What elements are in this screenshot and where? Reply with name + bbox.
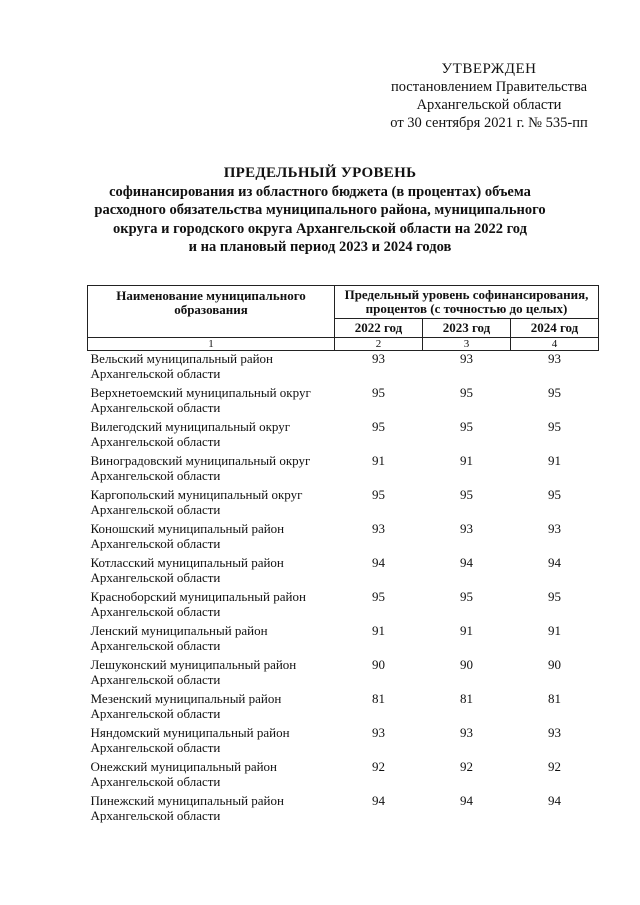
approval-line-3: от 30 сентября 2021 г. № 535-пп [390, 115, 588, 131]
municipality-name [88, 555, 335, 589]
cofinancing-value-2024: 95 [547, 419, 561, 434]
cofinancing-value-2022: 93 [371, 351, 385, 366]
municipality-name-line-1: Котласский муниципальный район [90, 555, 284, 570]
title-line-3: округа и городского округа Архангельской области на 2022 год [113, 220, 527, 237]
municipality-name-line-1: Лешуконский муниципальный район [90, 657, 297, 672]
cofinancing-table [87, 285, 599, 827]
cofinancing-value-2022: 90 [371, 657, 385, 672]
municipality-name-line-1: Красноборский муниципальный район [90, 589, 306, 604]
cofinancing-value-2024: 95 [547, 385, 561, 400]
table-row [88, 453, 599, 487]
title-line-4: и на плановый период 2023 и 2024 годов [188, 239, 452, 255]
table-row [88, 521, 599, 555]
municipality-name [88, 589, 335, 623]
cofinancing-value-2024: 93 [547, 351, 561, 366]
column-header-name: Наименование муниципального образования [88, 286, 335, 338]
municipality-name-line-1: Вилегодский муниципальный округ [90, 419, 291, 434]
cofinancing-value-2023: 81 [459, 691, 473, 706]
cofinancing-value-2023: 93 [459, 725, 473, 740]
document-title [60, 164, 580, 257]
title-main: ПРЕДЕЛЬНЫЙ УРОВЕНЬ [223, 165, 417, 181]
municipality-name [88, 759, 335, 793]
municipality-name-line-2: Архангельской области [90, 400, 221, 415]
table-row [88, 385, 599, 419]
municipality-name-line-1: Ленский муниципальный район [90, 623, 268, 638]
cofinancing-value-2022: 93 [371, 521, 385, 536]
cofinancing-value-2024: 93 [547, 521, 561, 536]
table-row [88, 759, 599, 793]
municipality-name [88, 623, 335, 657]
cofinancing-value-2022: 95 [371, 589, 385, 604]
municipality-name-line-2: Архангельской области [90, 774, 221, 789]
municipality-name-line-2: Архангельской области [90, 536, 221, 551]
cofinancing-value-2024: 93 [547, 725, 561, 740]
table-body [88, 351, 599, 828]
municipality-name-line-1: Няндомский муниципальный район [90, 725, 290, 740]
municipality-name [88, 793, 335, 827]
municipality-name-line-1: Верхнетоемский муниципальный округ [90, 385, 311, 400]
column-header-year: 2023 год [422, 319, 510, 338]
municipality-name-line-2: Архангельской области [90, 366, 221, 381]
cofinancing-value-2022: 91 [371, 623, 385, 638]
municipality-name-line-1: Мезенский муниципальный район [90, 691, 282, 706]
municipality-name-line-1: Коношский муниципальный район [90, 521, 285, 536]
municipality-name-line-1: Онежский муниципальный район [90, 759, 278, 774]
cofinancing-value-2024: 91 [547, 453, 561, 468]
municipality-name-line-2: Архангельской области [90, 672, 221, 687]
cofinancing-value-2022: 93 [371, 725, 385, 740]
cofinancing-value-2023: 94 [459, 793, 473, 808]
table-row [88, 351, 599, 386]
municipality-name-line-2: Архангельской области [90, 808, 221, 823]
municipality-name-line-1: Вельский муниципальный район [90, 351, 274, 366]
cofinancing-value-2024: 94 [547, 793, 561, 808]
municipality-name [88, 385, 335, 419]
municipality-name-line-2: Архангельской области [90, 706, 221, 721]
cofinancing-value-2022: 94 [371, 793, 385, 808]
municipality-name [88, 691, 335, 725]
cofinancing-value-2024: 95 [547, 589, 561, 604]
column-number: 1 [88, 338, 335, 351]
column-header-year: 2024 год [510, 319, 598, 338]
cofinancing-value-2023: 95 [459, 385, 473, 400]
cofinancing-value-2024: 94 [547, 555, 561, 570]
table-row [88, 657, 599, 691]
municipality-name-line-2: Архангельской области [90, 468, 221, 483]
cofinancing-value-2024: 91 [547, 623, 561, 638]
municipality-name [88, 453, 335, 487]
cofinancing-value-2023: 95 [459, 589, 473, 604]
column-number: 3 [422, 338, 510, 351]
cofinancing-value-2022: 94 [371, 555, 385, 570]
table-row [88, 623, 599, 657]
cofinancing-value-2023: 92 [459, 759, 473, 774]
approval-stamp: УТВЕРЖДЕН [441, 61, 537, 77]
municipality-name-line-1: Виноградовский муниципальный округ [90, 453, 311, 468]
municipality-name [88, 419, 335, 453]
municipality-name-line-2: Архангельской области [90, 604, 221, 619]
municipality-name-line-1: Каргопольский муниципальный округ [90, 487, 303, 502]
cofinancing-value-2023: 90 [459, 657, 473, 672]
cofinancing-value-2024: 90 [547, 657, 561, 672]
cofinancing-value-2023: 91 [459, 623, 473, 638]
municipality-name [88, 487, 335, 521]
municipality-name [88, 657, 335, 691]
cofinancing-value-2023: 94 [459, 555, 473, 570]
table-row [88, 555, 599, 589]
municipality-name-line-2: Архангельской области [90, 434, 221, 449]
cofinancing-value-2024: 81 [547, 691, 561, 706]
cofinancing-value-2024: 92 [547, 759, 561, 774]
approval-block [378, 60, 600, 132]
table-row [88, 487, 599, 521]
cofinancing-value-2022: 91 [371, 453, 385, 468]
column-number: 2 [335, 338, 423, 351]
municipality-name [88, 521, 335, 555]
cofinancing-value-2023: 93 [459, 521, 473, 536]
table-row [88, 589, 599, 623]
table-row [88, 691, 599, 725]
cofinancing-value-2023: 91 [459, 453, 473, 468]
cofinancing-value-2022: 92 [371, 759, 385, 774]
cofinancing-value-2022: 81 [371, 691, 385, 706]
cofinancing-value-2022: 95 [371, 419, 385, 434]
municipality-name [88, 725, 335, 759]
municipality-name-line-2: Архангельской области [90, 638, 221, 653]
table-row [88, 793, 599, 827]
approval-line-2: Архангельской области [416, 97, 562, 113]
cofinancing-value-2023: 93 [459, 351, 473, 366]
table-row [88, 419, 599, 453]
cofinancing-value-2022: 95 [371, 385, 385, 400]
title-line-2: расходного обязательства муниципального района, муниципального [94, 202, 546, 218]
cofinancing-value-2022: 95 [371, 487, 385, 502]
cofinancing-value-2024: 95 [547, 487, 561, 502]
municipality-name-line-1: Пинежский муниципальный район [90, 793, 284, 808]
municipality-name-line-2: Архангельской области [90, 502, 221, 517]
column-header-level: Предельный уровень софинансирования, процентов (с точностью до целых) [335, 286, 599, 319]
approval-line-1: постановлением Правительства [390, 79, 588, 95]
cofinancing-value-2023: 95 [459, 487, 473, 502]
cofinancing-value-2023: 95 [459, 419, 473, 434]
column-number: 4 [510, 338, 598, 351]
title-line-1: софинансирования из областного бюджета (в процентах) объема [109, 183, 531, 200]
municipality-name-line-2: Архангельской области [90, 570, 221, 585]
column-header-year: 2022 год [335, 319, 423, 338]
table-row [88, 725, 599, 759]
municipality-name [88, 351, 335, 386]
municipality-name-line-2: Архангельской области [90, 740, 221, 755]
